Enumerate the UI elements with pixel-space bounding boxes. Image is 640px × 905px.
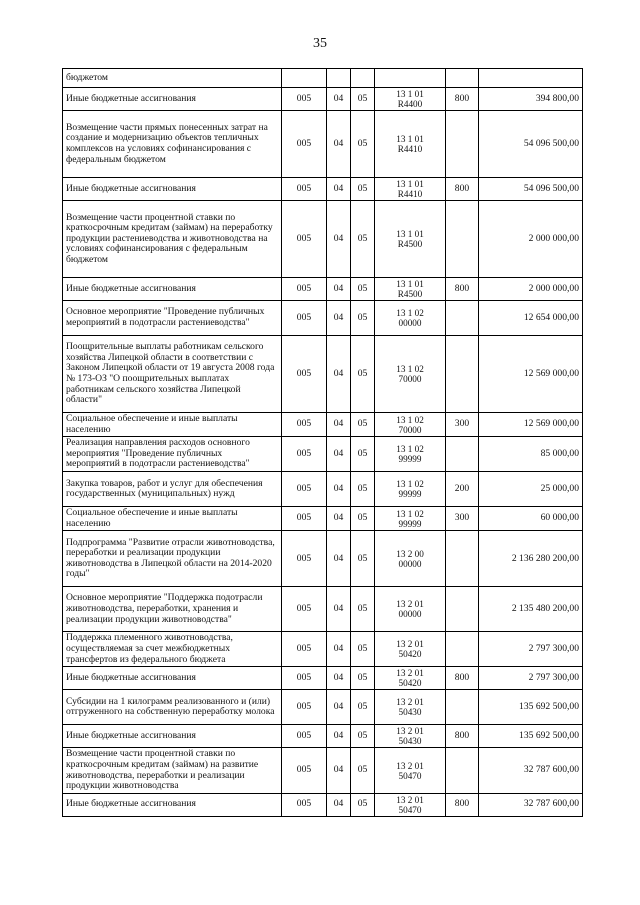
admin-code-cell: 005: [282, 690, 327, 725]
section-cell: 04: [327, 111, 351, 178]
amount-cell: 2 797 300,00: [479, 667, 583, 690]
target-article-part: 13 1 01: [396, 279, 424, 289]
expense-name-cell: Закупка товаров, работ и услуг для обеспечения государственных (муниципальных) нужд: [63, 472, 282, 507]
expense-type-cell: [446, 111, 479, 178]
expense-type-cell: 800: [446, 793, 479, 816]
target-article-direction: 50420: [398, 649, 422, 660]
target-article-direction: 50430: [398, 736, 422, 747]
target-article-direction: 00000: [398, 318, 422, 328]
target-article-part: 13 1 02: [396, 508, 424, 519]
expense-name-cell: Иные бюджетные ассигнования: [63, 725, 282, 748]
expense-type-cell: [446, 301, 479, 336]
subsection-cell: 05: [351, 437, 375, 472]
subsection-cell: 05: [351, 201, 375, 278]
subsection-cell: 05: [351, 278, 375, 301]
amount-cell: 32 787 600,00: [479, 793, 583, 816]
expense-name-cell: Субсидии на 1 килограмм реализованного и (или) отгруженного на собственную переработку молока: [63, 690, 282, 725]
subsection-cell: 05: [351, 725, 375, 748]
target-article-direction: R4400: [397, 99, 423, 109]
expense-type-cell: 300: [446, 413, 479, 437]
section-cell: 04: [327, 507, 351, 531]
target-article-direction: 00000: [398, 558, 422, 569]
admin-code-cell: 005: [282, 178, 327, 201]
expense-name-cell: Поощрительные выплаты работникам сельского хозяйства Липецкой области в соответствии с Законом Липецкой области от 19 августа 2008 года № 173-ОЗ "О поощрительных выплатах работникам сельского хозяйства Липецкой области": [63, 336, 282, 413]
target-article-cell: [375, 201, 446, 278]
table-row: [63, 278, 583, 301]
expense-type-cell: [446, 748, 479, 793]
admin-code-cell: 005: [282, 301, 327, 336]
amount-cell: 12 569 000,00: [479, 413, 583, 437]
target-article-cell: [375, 507, 446, 531]
amount-cell: [479, 69, 583, 88]
expense-name-cell: Социальное обеспечение и иные выплаты населению: [63, 507, 282, 531]
admin-code-cell: 005: [282, 507, 327, 531]
amount-cell: 60 000,00: [479, 507, 583, 531]
section-cell: 04: [327, 793, 351, 816]
target-article-cell: [375, 336, 446, 413]
expense-type-cell: 800: [446, 667, 479, 690]
admin-code-cell: 005: [282, 632, 327, 667]
subsection-cell: 05: [351, 587, 375, 632]
admin-code-cell: [282, 69, 327, 88]
admin-code-cell: 005: [282, 201, 327, 278]
target-article-direction: R4410: [397, 144, 423, 154]
table-row: [63, 531, 583, 587]
table-row: [63, 748, 583, 793]
section-cell: 04: [327, 667, 351, 690]
admin-code-cell: 005: [282, 531, 327, 587]
section-cell: 04: [327, 472, 351, 507]
target-article-cell: [375, 278, 446, 301]
amount-cell: 135 692 500,00: [479, 690, 583, 725]
target-article-part: 13 1 02: [396, 479, 424, 490]
target-article-cell: [375, 88, 446, 111]
table-row: [63, 793, 583, 816]
table-row: [63, 69, 583, 88]
subsection-cell: 05: [351, 178, 375, 201]
target-article-cell: [375, 178, 446, 201]
admin-code-cell: 005: [282, 413, 327, 437]
expense-type-cell: 300: [446, 507, 479, 531]
target-article-cell: [375, 632, 446, 667]
amount-cell: 12 654 000,00: [479, 301, 583, 336]
amount-cell: 32 787 600,00: [479, 748, 583, 793]
target-article-part: 13 1 02: [396, 414, 424, 425]
target-article-part: 13 1 02: [396, 364, 424, 374]
target-article-direction: 99999: [398, 489, 422, 500]
target-article-part: 13 2 01: [396, 599, 424, 610]
expense-type-cell: [446, 531, 479, 587]
admin-code-cell: 005: [282, 667, 327, 690]
target-article-part: 13 1 01: [396, 229, 424, 239]
target-article-direction: 50470: [398, 804, 422, 815]
expense-name-cell: Возмещение части процентной ставки по краткосрочным кредитам (займам) на переработку продукции растениеводства и животноводства на условиях софинансирования с федеральным бюджетом: [63, 201, 282, 278]
target-article-direction: 00000: [398, 609, 422, 620]
amount-cell: 394 800,00: [479, 88, 583, 111]
section-cell: 04: [327, 278, 351, 301]
subsection-cell: 05: [351, 88, 375, 111]
target-article-direction: 99999: [398, 454, 422, 465]
expense-type-cell: [446, 336, 479, 413]
admin-code-cell: 005: [282, 587, 327, 632]
expense-name-cell: Основное мероприятие "Поддержка подотрасли животноводства, переработки, хранения и реализации продукции животноводства": [63, 587, 282, 632]
subsection-cell: 05: [351, 111, 375, 178]
target-article-direction: R4410: [397, 189, 423, 199]
expense-name-cell: Подпрограмма "Развитие отрасли животноводства, переработки и реализации продукции животноводства в Липецкой области на 2014-2020 годы": [63, 531, 282, 587]
subsection-cell: 05: [351, 690, 375, 725]
target-article-direction: 50470: [398, 770, 422, 781]
expense-type-cell: [446, 201, 479, 278]
target-article-part: 13 2 01: [396, 668, 424, 679]
section-cell: 04: [327, 531, 351, 587]
amount-cell: 2 797 300,00: [479, 632, 583, 667]
amount-cell: 2 000 000,00: [479, 278, 583, 301]
table-row: [63, 413, 583, 437]
section-cell: 04: [327, 178, 351, 201]
amount-cell: 2 135 480 200,00: [479, 587, 583, 632]
target-article-part: 13 2 00: [396, 548, 424, 559]
amount-cell: 2 136 280 200,00: [479, 531, 583, 587]
table-row: [63, 201, 583, 278]
table-row: [63, 507, 583, 531]
target-article-cell: [375, 748, 446, 793]
target-article-cell: [375, 437, 446, 472]
target-article-direction: 70000: [398, 424, 422, 435]
table-body: [63, 69, 583, 817]
target-article-direction: 50420: [398, 678, 422, 689]
subsection-cell: 05: [351, 793, 375, 816]
target-article-part: 13 1 01: [396, 134, 424, 144]
admin-code-cell: 005: [282, 88, 327, 111]
section-cell: 04: [327, 437, 351, 472]
table-row: [63, 690, 583, 725]
target-article-cell: [375, 587, 446, 632]
expense-type-cell: [446, 587, 479, 632]
expense-type-cell: 800: [446, 88, 479, 111]
expense-type-cell: [446, 69, 479, 88]
budget-table: [62, 68, 583, 817]
expense-name-cell: Возмещение части прямых понесенных затрат на создание и модернизацию объектов тепличных комплексов на условиях софинансирования с федеральным бюджетом: [63, 111, 282, 178]
subsection-cell: 05: [351, 632, 375, 667]
subsection-cell: 05: [351, 748, 375, 793]
admin-code-cell: 005: [282, 336, 327, 413]
admin-code-cell: 005: [282, 437, 327, 472]
target-article-cell: [375, 69, 446, 88]
amount-cell: 54 096 500,00: [479, 111, 583, 178]
table-row: [63, 336, 583, 413]
target-article-cell: [375, 472, 446, 507]
amount-cell: 12 569 000,00: [479, 336, 583, 413]
target-article-part: 13 2 01: [396, 760, 424, 771]
expense-type-cell: 800: [446, 178, 479, 201]
expense-name-cell: Основное мероприятие "Проведение публичных мероприятий в подотрасли растениеводства": [63, 301, 282, 336]
expense-name-cell: бюджетом: [63, 69, 282, 88]
subsection-cell: 05: [351, 336, 375, 413]
target-article-part: 13 1 01: [396, 89, 424, 99]
expense-name-cell: Реализация направления расходов основного мероприятия "Проведение публичных мероприятий в подотрасли растениеводства": [63, 437, 282, 472]
admin-code-cell: 005: [282, 793, 327, 816]
expense-type-cell: 800: [446, 725, 479, 748]
expense-name-cell: Иные бюджетные ассигнования: [63, 278, 282, 301]
target-article-cell: [375, 690, 446, 725]
section-cell: 04: [327, 88, 351, 111]
section-cell: [327, 69, 351, 88]
amount-cell: 2 000 000,00: [479, 201, 583, 278]
table-row: [63, 111, 583, 178]
expense-name-cell: Иные бюджетные ассигнования: [63, 667, 282, 690]
target-article-direction: 70000: [398, 374, 422, 384]
expense-name-cell: Иные бюджетные ассигнования: [63, 88, 282, 111]
admin-code-cell: 005: [282, 725, 327, 748]
page-number: 35: [313, 36, 327, 51]
expense-name-cell: Возмещение части процентной ставки по краткосрочным кредитам (займам) на развитие животноводства, переработки и реализации продукции животноводства: [63, 748, 282, 793]
target-article-cell: [375, 301, 446, 336]
target-article-part: 13 2 01: [396, 794, 424, 805]
section-cell: 04: [327, 301, 351, 336]
table-row: [63, 587, 583, 632]
expense-type-cell: 800: [446, 278, 479, 301]
target-article-cell: [375, 531, 446, 587]
target-article-part: 13 1 01: [396, 179, 424, 189]
target-article-direction: R4500: [397, 239, 423, 249]
expense-type-cell: [446, 437, 479, 472]
amount-cell: 135 692 500,00: [479, 725, 583, 748]
subsection-cell: 05: [351, 531, 375, 587]
amount-cell: 25 000,00: [479, 472, 583, 507]
admin-code-cell: 005: [282, 472, 327, 507]
target-article-part: 13 2 01: [396, 697, 424, 708]
target-article-cell: [375, 725, 446, 748]
table-row: [63, 725, 583, 748]
target-article-direction: 99999: [398, 518, 422, 529]
target-article-cell: [375, 111, 446, 178]
subsection-cell: 05: [351, 301, 375, 336]
section-cell: 04: [327, 336, 351, 413]
admin-code-cell: 005: [282, 278, 327, 301]
target-article-part: 13 2 01: [396, 726, 424, 737]
section-cell: 04: [327, 587, 351, 632]
expense-name-cell: Социальное обеспечение и иные выплаты населению: [63, 413, 282, 437]
target-article-part: 13 1 02: [396, 444, 424, 455]
expense-name-cell: Поддержка племенного животноводства, осуществляемая за счет межбюджетных трансфертов из федерального бюджета: [63, 632, 282, 667]
expense-name-cell: Иные бюджетные ассигнования: [63, 793, 282, 816]
target-article-cell: [375, 793, 446, 816]
subsection-cell: [351, 69, 375, 88]
section-cell: 04: [327, 632, 351, 667]
subsection-cell: 05: [351, 507, 375, 531]
subsection-cell: 05: [351, 667, 375, 690]
target-article-direction: 50430: [398, 707, 422, 718]
table-row: [63, 88, 583, 111]
target-article-part: 13 2 01: [396, 639, 424, 650]
table-row: [63, 632, 583, 667]
section-cell: 04: [327, 413, 351, 437]
subsection-cell: 05: [351, 413, 375, 437]
amount-cell: 54 096 500,00: [479, 178, 583, 201]
section-cell: 04: [327, 725, 351, 748]
expense-name-cell: Иные бюджетные ассигнования: [63, 178, 282, 201]
target-article-cell: [375, 413, 446, 437]
section-cell: 04: [327, 201, 351, 278]
expense-type-cell: [446, 632, 479, 667]
section-cell: 04: [327, 690, 351, 725]
target-article-direction: R4500: [397, 289, 423, 299]
expense-type-cell: 200: [446, 472, 479, 507]
table-row: [63, 437, 583, 472]
table-row: [63, 667, 583, 690]
section-cell: 04: [327, 748, 351, 793]
admin-code-cell: 005: [282, 111, 327, 178]
admin-code-cell: 005: [282, 748, 327, 793]
target-article-cell: [375, 667, 446, 690]
subsection-cell: 05: [351, 472, 375, 507]
table-row: [63, 301, 583, 336]
amount-cell: 85 000,00: [479, 437, 583, 472]
table-row: [63, 178, 583, 201]
target-article-part: 13 1 02: [396, 308, 424, 318]
expense-type-cell: [446, 690, 479, 725]
table-row: [63, 472, 583, 507]
